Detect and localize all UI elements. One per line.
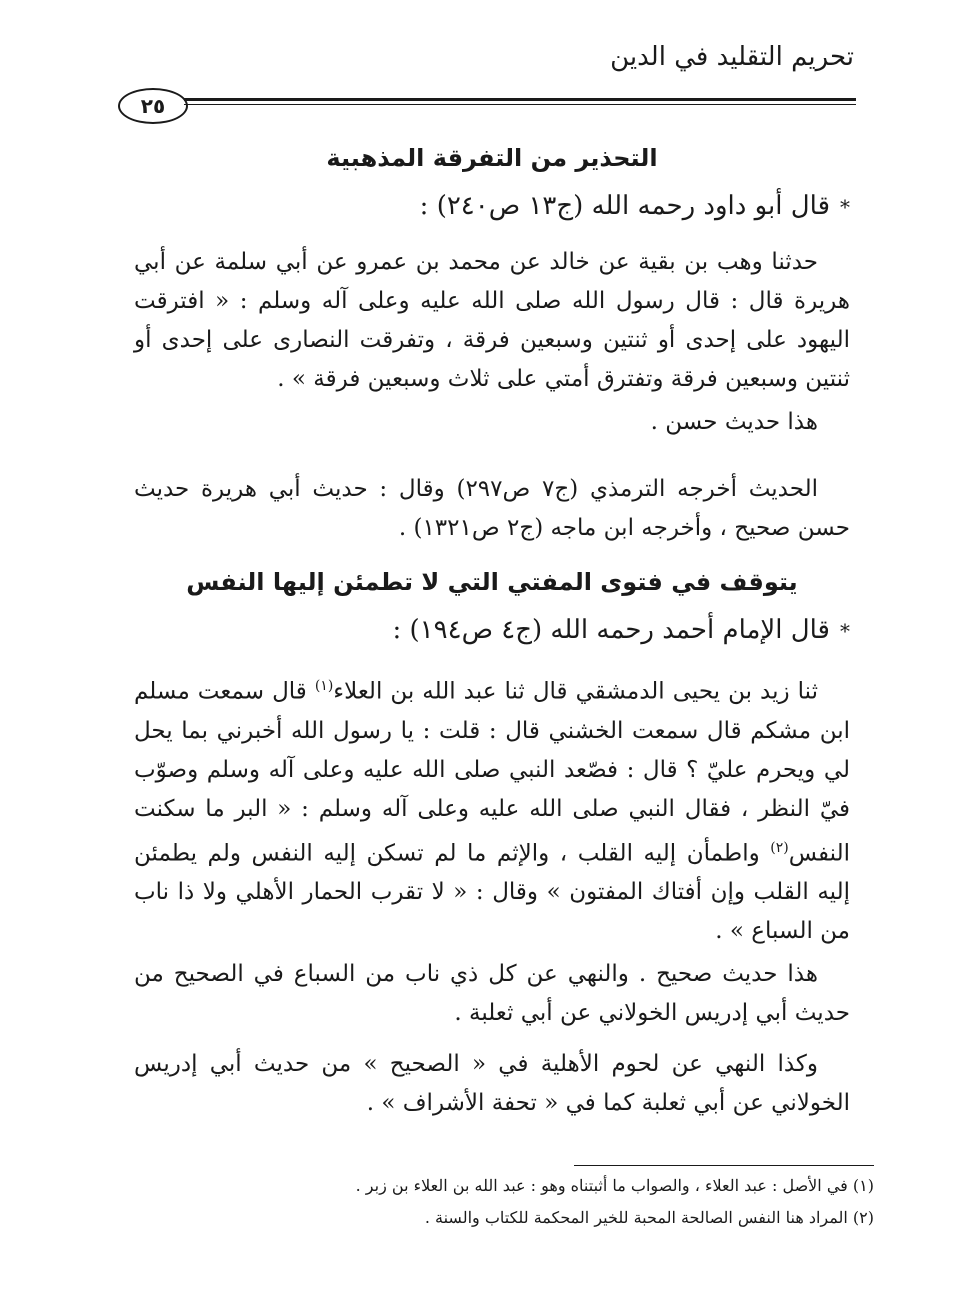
hadith-grade-2: هذا حديث صحيح . والنهي عن كل ذي ناب من السباع في الصحيح من حديث أبي إدريس الخولاني عن أبي ثعلبة . [134,961,850,1027]
source-citation-1: قال أبو داود رحمه الله (ج١٣ ص٢٤٠) : [419,191,830,221]
takhrij-text-1: الحديث أخرجه الترمذي (ج٧ ص٢٩٧) وقال : حديث أبي هريرة حديث حسن صحيح ، وأخرجه ابن ماجه (ج٢ ص١٣٢١) . [134,476,850,541]
star-icon: * [840,619,850,643]
section-title-2: يتوقف في فتوى المفتي التي لا تطمئن إليها النفس [186,568,798,596]
closing-note: وكذا النهي عن لحوم الأهلية في « الصحيح » من حديث أبي إدريس الخولاني عن أبي ثعلبة كما في « تحفة الأشراف » . [134,1051,850,1117]
page-number: ٢٥ [118,88,188,124]
running-title: تحريم التقليد في الدين [610,42,854,72]
source-citation-2: قال الإمام أحمد رحمه الله (ج٤ ص١٩٤) : [392,615,830,645]
hadith-grade-1: هذا حديث حسن . [650,409,818,435]
header-rule [184,98,856,105]
section-title-1: التحذير من التفرقة المذهبية [326,144,658,172]
footnotes [134,1165,874,1230]
footnote-1: (١) في الأصل : عبد العلاء ، والصواب ما أثبتناه وهو : عبد الله بن العلاء بن زبر . [355,1176,874,1195]
page-body [134,134,850,1123]
hadith-text-2-part3: واطمأن إليه القلب ، والإثم ما لم تسكن إليه النفس ولم يطمئن إليه القلب وإن أفتاك المفتون » وقال : « لا تقرب الحمار الأهلي ولا ذا ناب من السباع » . [134,840,850,945]
hadith-text-2-part2: قال سمعت مسلم ابن مشكم قال سمعت الخشني قال : قلت : يا رسول الله أخبرني بما يحل لي ويحرم عليّ ؟ قال : فصّعد النبي صلى الله عليه وعلى آله وسلم وصوّب فيّ النظر ، فقال النبي صلى الله عليه وعلى آله وسلم : « البر ما سكنت النفس [134,678,850,867]
star-icon: * [840,195,850,219]
hadith-text-2-part1: ثنا زيد بن يحيى الدمشقي قال ثنا عبد الله بن العلاء [333,678,819,705]
footnote-marker-1: (١) [314,678,334,694]
footnote-rule [574,1165,874,1166]
source-line-1 [134,182,850,231]
footnote-2: (٢) المراد هنا النفس الصالحة المحبة للخير المحكمة للكتاب والسنة . [424,1208,874,1227]
source-line-2 [134,606,850,655]
hadith-text-2 [134,667,850,951]
hadith-text-1: حدثنا وهب بن بقية عن خالد عن محمد بن عمرو عن أبي سلمة عن أبي هريرة قال : قال رسول الله صلى الله عليه وعلى آله وسلم : « افترقت اليهود على إحدى أو ثنتين وسبعين فرقة ، وتفرقت النصارى على إحدى أو ثنتين وسبعين فرقة وتفترق أمتي على ثلاث وسبعين فرقة » . [134,249,850,392]
footnote-marker-2: (٢) [770,839,789,856]
